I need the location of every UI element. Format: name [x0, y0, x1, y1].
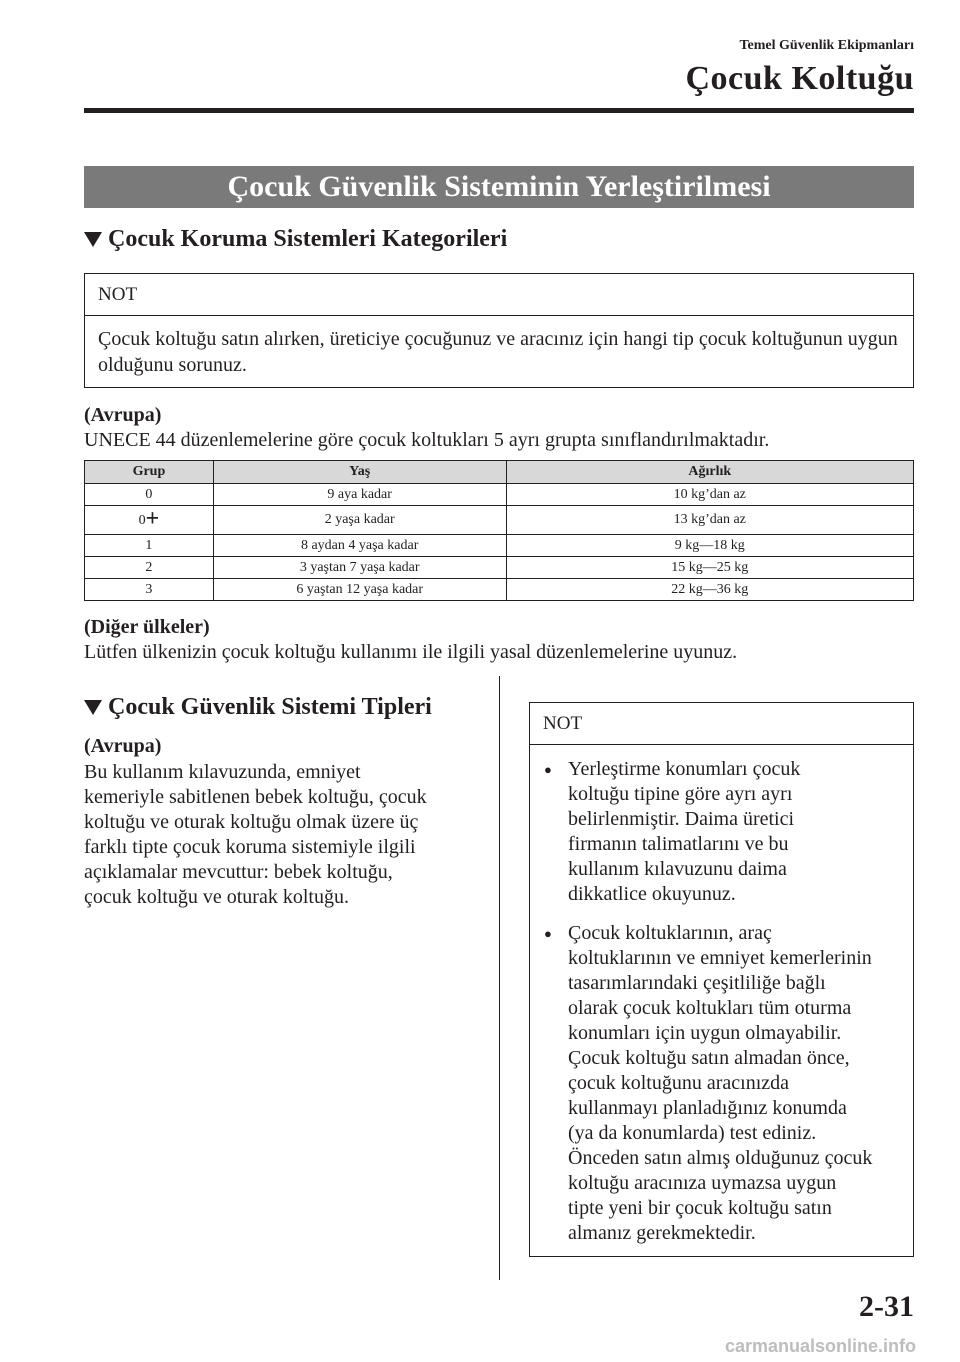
- types-heading: [84, 694, 432, 721]
- note-label: NOT: [85, 274, 913, 316]
- europe-label: (Avrupa): [84, 404, 162, 426]
- categories-heading-text: Çocuk Koruma Sistemleri Kategorileri: [108, 226, 508, 252]
- group-table: [84, 460, 914, 601]
- cell-agirlik: 22 kg—36 kg: [506, 579, 914, 601]
- bullet-line: tipte yeni bir çocuk koltuğu satın: [568, 1197, 832, 1219]
- list-item: [544, 757, 903, 907]
- other-countries-label: (Diğer ülkeler): [84, 616, 210, 638]
- table-row: [85, 557, 914, 579]
- bullet-line: Çocuk koltuğu satın almadan önce,: [568, 1047, 850, 1069]
- types-body-line: kemeriyle sabitlenen bebek koltuğu, çocuk: [84, 786, 427, 808]
- table-row: [85, 484, 914, 506]
- types-europe-label: (Avrupa): [84, 735, 162, 757]
- bullet-line: firmanın talimatlarını ve bu: [568, 833, 789, 855]
- table-row: [85, 535, 914, 557]
- categories-heading: [84, 226, 507, 253]
- types-body-line: farklı tipte çocuk koruma sistemiyle ilgili: [84, 836, 416, 858]
- plus-icon: +: [145, 505, 160, 532]
- bullet-line: belirlenmiştir. Daima üretici: [568, 808, 795, 830]
- bullet-icon: ●: [544, 762, 552, 777]
- header-grup: Grup: [85, 461, 214, 484]
- types-body: [84, 760, 484, 910]
- bullet-line: Çocuk koltuklarının, araç: [568, 922, 772, 944]
- note-text: Çocuk koltuğu satın alırken, üreticiye çocuğunuz ve aracınız için hangi tip çocuk koltuğunun uygun olduğunu sorunuz.: [98, 328, 898, 376]
- types-body-line: açıklamalar mevcuttur: bebek koltuğu,: [84, 861, 393, 883]
- cell-grup: [85, 506, 214, 535]
- types-body-line: çocuk koltuğu ve oturak koltuğu.: [84, 886, 349, 908]
- cell-grup: 1: [85, 535, 214, 557]
- list-item: [544, 921, 903, 1246]
- triangle-marker-icon: [84, 232, 102, 247]
- header-yas: Yaş: [213, 461, 506, 484]
- cell-yas: 2 yaşa kadar: [213, 506, 506, 535]
- bullet-text: [568, 757, 800, 907]
- watermark: carmanualsonline.info: [724, 1336, 916, 1356]
- bullet-line: kullanım kılavuzunu daima: [568, 858, 787, 880]
- table-row: [85, 506, 914, 535]
- europe-text: UNECE 44 düzenlemelerine göre çocuk koltukları 5 ayrı grupta sınıflandırılmaktadır.: [84, 429, 770, 451]
- header-agirlik: Ağırlık: [506, 461, 914, 484]
- note-box-categories: [84, 273, 914, 388]
- bullet-line: kullanmayı planladığınız konumda: [568, 1097, 847, 1119]
- bullet-line: Önceden satın almış olduğunuz çocuk: [568, 1147, 873, 1169]
- cell-grup-number: 0: [138, 512, 146, 528]
- note-box-types: [529, 702, 914, 1257]
- bullet-line: koltuklarının ve emniyet kemerlerinin: [568, 947, 872, 969]
- cell-agirlik: 15 kg—25 kg: [506, 557, 914, 579]
- cell-grup: 2: [85, 557, 214, 579]
- cell-agirlik: 13 kg’dan az: [506, 506, 914, 535]
- table-row: [85, 579, 914, 601]
- bullet-line: tasarımlarındaki çeşitliliğe bağlı: [568, 972, 826, 994]
- note-label: NOT: [530, 703, 913, 745]
- triangle-marker-icon: [84, 700, 102, 715]
- bullet-line: (ya da konumlarda) test ediniz.: [568, 1122, 817, 1144]
- bullet-line: çocuk koltuğunu aracınızda: [568, 1072, 790, 1094]
- section-banner: Çocuk Güvenlik Sisteminin Yerleştirilmesi: [84, 166, 914, 208]
- running-head: Temel Güvenlik Ekipmanları: [739, 38, 914, 53]
- bullet-icon: ●: [544, 926, 552, 941]
- bullet-line: koltuğu tipine göre ayrı ayrı: [568, 783, 793, 805]
- bullet-line: dikkatlice okuyunuz.: [568, 883, 736, 905]
- column-divider: [499, 676, 500, 1280]
- cell-agirlik: 9 kg—18 kg: [506, 535, 914, 557]
- bullet-line: almanız gerekmektedir.: [568, 1222, 756, 1244]
- bullet-line: koltuğu aracınıza uymazsa uygun: [568, 1172, 837, 1194]
- cell-yas: 8 aydan 4 yaşa kadar: [213, 535, 506, 557]
- cell-grup: 0: [85, 484, 214, 506]
- bullet-text: [568, 921, 872, 1246]
- other-countries-text: Lütfen ülkenizin çocuk koltuğu kullanımı ile ilgili yasal düzenlemelerine uyunuz.: [84, 641, 738, 663]
- header-rule: [84, 108, 914, 113]
- types-body-line: Bu kullanım kılavuzunda, emniyet: [84, 761, 361, 783]
- table-header-row: [85, 461, 914, 484]
- cell-grup: 3: [85, 579, 214, 601]
- bullet-line: Yerleştirme konumları çocuk: [568, 758, 801, 780]
- cell-yas: 9 aya kadar: [213, 484, 506, 506]
- page-number: 2-31: [859, 1290, 914, 1323]
- cell-yas: 6 yaştan 12 yaşa kadar: [213, 579, 506, 601]
- note-bullet-list: [530, 745, 913, 1262]
- cell-yas: 3 yaştan 7 yaşa kadar: [213, 557, 506, 579]
- bullet-line: olarak çocuk koltukları tüm oturma: [568, 997, 852, 1019]
- bullet-line: konumları için uygun olmayabilir.: [568, 1022, 842, 1044]
- types-body-line: koltuğu ve oturak koltuğu olmak üzere üç: [84, 811, 419, 833]
- chapter-title: Çocuk Koltuğu: [685, 60, 914, 97]
- cell-agirlik: 10 kg’dan az: [506, 484, 914, 506]
- types-heading-text: Çocuk Güvenlik Sistemi Tipleri: [108, 694, 432, 720]
